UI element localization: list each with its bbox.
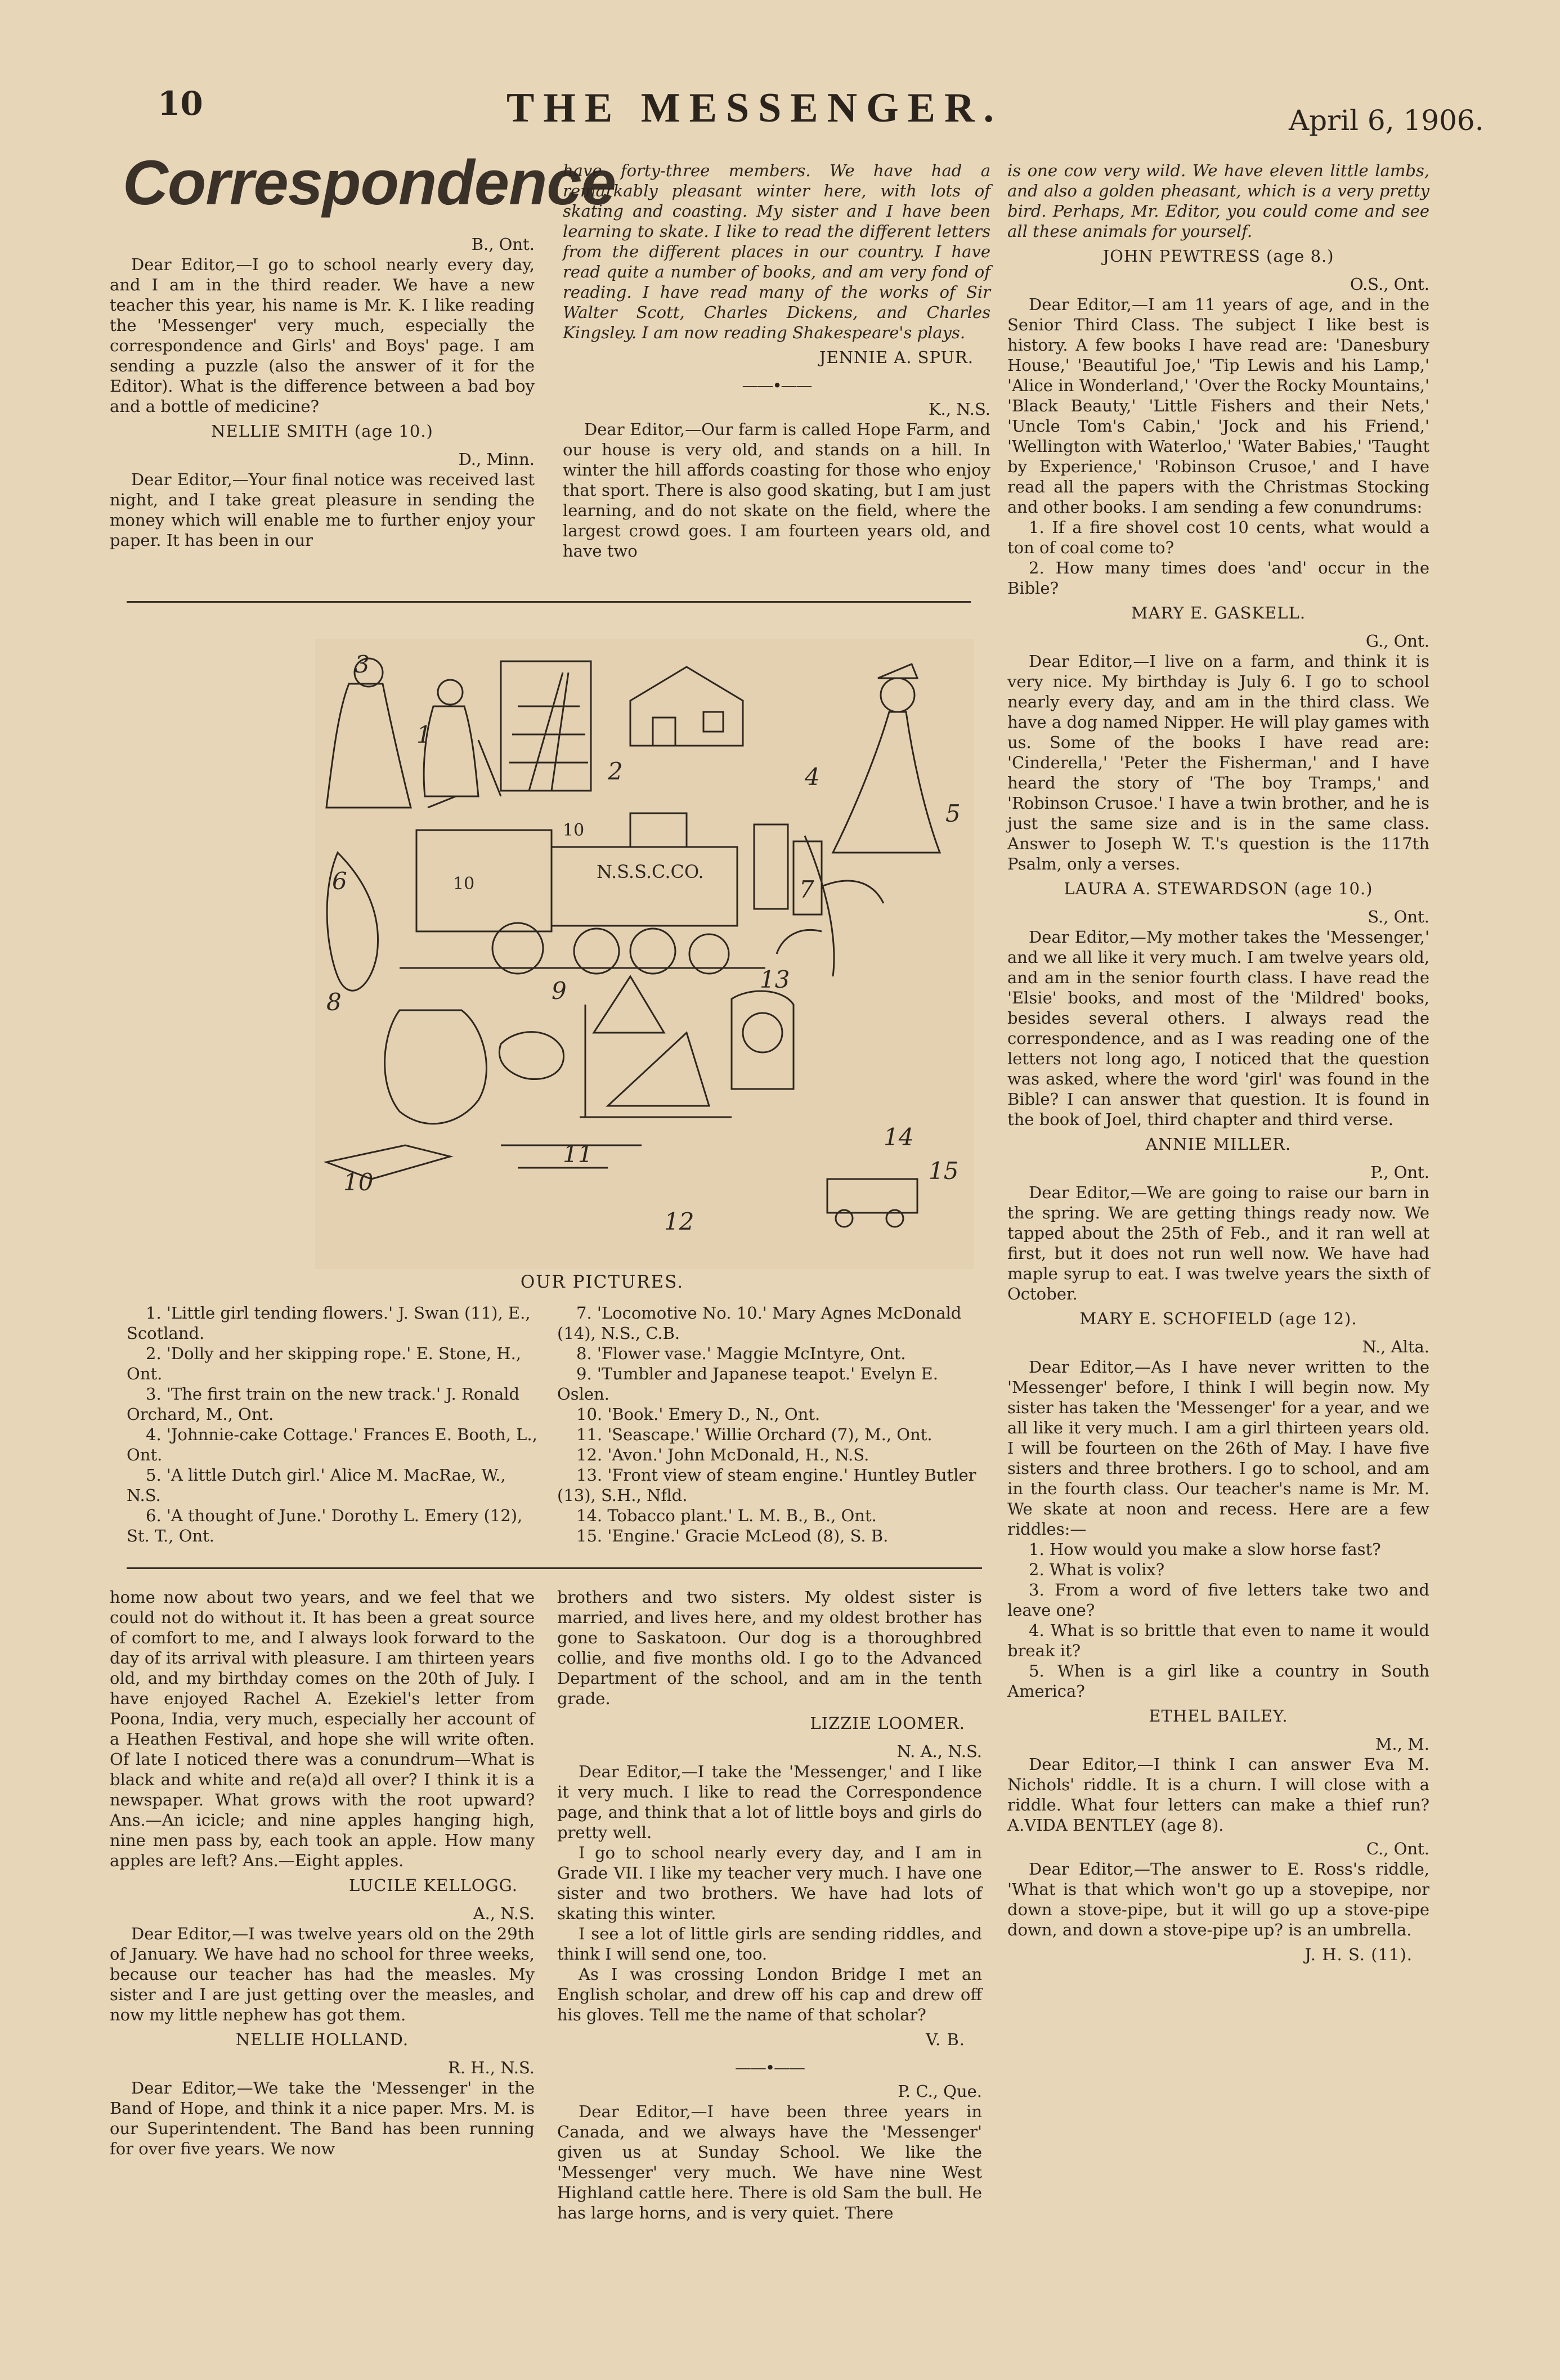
illus-number-14: 14	[884, 1123, 914, 1151]
picture-caption: 8. 'Flower vase.' Maggie McIntyre, Ont.	[576, 1344, 906, 1363]
letter-place: O.S., Ont.	[1350, 275, 1429, 294]
letter-paragraph: I see a lot of little girls are sending riddles, and think I will send one, too.	[557, 1924, 982, 1964]
column-2-bottom	[557, 1587, 982, 2223]
letter-signature: JOHN PEWTRESS (age 8.)	[1102, 246, 1334, 266]
letter-paragraph: Dear Editor,—We are going to raise our barn in the spring. We are getting things ready now. We tapped about the 25th of Feb., and it ran well at first, but it does not run well now. We have had maple syrup to eat. I was twelve years the sixth of October.	[1007, 1183, 1429, 1303]
letter-paragraph: Dear Editor,—I am 11 years of age, and in the Senior Third Class. The subject I like best is history. A few books I have read are: 'Danesbury House,' 'Beautiful Joe,' 'Tip Lewis and his Lamp,' 'Alice in Wonderland,' 'Over the Rocky Mountains,' 'Black Beauty,' 'Little Fishers and their Nets,' 'Uncle Tom's Cabin,' 'Jock and his Friend,' 'Wellington with Waterloo,' 'Water Babies,' 'Taught by Experience,' 'Robinson Crusoe,' and I have read all the papers with the Christmas Stocking and other books. I am sending a few conundrums:	[1007, 295, 1429, 517]
illus-number-9: 9	[552, 977, 567, 1005]
letter-signature: V. B.	[926, 2030, 965, 2049]
picture-caption: 10. 'Book.' Emery D., N., Ont.	[576, 1405, 821, 1424]
letter-paragraph: I go to school nearly every day, and I am in Grade VII. I like my teacher very much. I have one sister and two brothers. We have had lots of skating this winter.	[557, 1843, 982, 1923]
captions-right	[557, 1303, 982, 1546]
illus-number-6: 6	[332, 867, 347, 895]
letter-paragraph: Dear Editor,—I have been three years in Canada, and we always have the 'Messenger' given us at Sunday School. We like the 'Messenger' very much. We have nine West Highland cattle here. There is old Sam the bull. He has large horns, and is very quiet. There	[557, 2102, 982, 2222]
masthead: THE MESSENGER.	[506, 85, 1003, 131]
letter-paragraph: Dear Editor,—The answer to E. Ross's riddle, 'What is that which won't go up a stovepipe, nor down a stove-pipe, but it will go up a stove-pipe down, and down a stove-pipe up? is an umbrella.	[1007, 1859, 1429, 1939]
column-1-bottom	[110, 1587, 535, 2159]
letter-continuation: is one cow very wild. We have eleven little lambs, and also a golden pheasant, which is a very pretty bird. Perhaps, Mr. Editor, you could come and see all these animals for yourself.	[1007, 161, 1429, 241]
divider-rule-top	[127, 601, 971, 603]
letter-place: N., Alta.	[1362, 1337, 1429, 1356]
picture-caption: 2. 'Dolly and her skipping rope.' E. Stone, H., Ont.	[127, 1344, 522, 1383]
letter-paragraph: Dear Editor,—My mother takes the 'Messenger,' and we all like it very much. I am twelve years old, and am in the senior fourth class. I have read the 'Elsie' books, and most of the 'Mildred' books, besides several others. I always read the correspondence, and as I was reading one of the letters not long ago, I noticed that the question was asked, where the word 'girl' was found in the Bible? I can answer that question. It is found in the book of Joel, third chapter and third verse.	[1007, 927, 1429, 1129]
letter-signature: LAURA A. STEWARDSON (age 10.)	[1064, 879, 1373, 898]
page-number: 10	[158, 84, 203, 123]
letter-paragraph: Dear Editor,—We take the 'Messenger' in the Band of Hope, and think it a nice paper. Mrs. M. is our Superintendent. The Band has been running for over five years. We now	[110, 2078, 535, 2158]
letter-paragraph: 3. From a word of five letters take two and leave one?	[1007, 1580, 1429, 1620]
letter-paragraph: Dear Editor,—I take the 'Messenger,' and I like it very much. I like to read the Correspondence page, and think that a lot of little boys and girls do pretty well.	[557, 1762, 982, 1842]
letter-paragraph: As I was crossing London Bridge I met an English scholar, and drew off his cap and drew off his gloves. Tell me the name of that scholar?	[557, 1965, 982, 2024]
locomotive-number: 10	[453, 874, 475, 894]
letter-signature: LIZZIE LOOMER.	[810, 1714, 965, 1733]
letter-paragraph: Dear Editor,—I go to school nearly every day, and I am in the third reader. We have a new teacher this year, his name is Mr. K. I like reading the 'Messenger' very much, especially the correspondence and Girls' and Boys' page. I am sending a puzzle (also the answer of it for the Editor). What is the difference between a bad boy and a bottle of medicine?	[110, 255, 535, 416]
letter-signature: NELLIE HOLLAND.	[235, 2030, 409, 2049]
letter-signature: MARY E. SCHOFIELD (age 12).	[1079, 1309, 1357, 1328]
section-ornament: ——•——	[742, 376, 812, 395]
picture-caption: 12. 'Avon.' John McDonald, H., N.S.	[576, 1445, 869, 1464]
illus-number-10: 10	[343, 1168, 374, 1196]
column-1-top	[110, 231, 535, 550]
picture-caption: 3. 'The first train on the new track.' J. Ronald Orchard, M., Ont.	[127, 1384, 520, 1424]
illus-number-15: 15	[929, 1157, 959, 1185]
picture-caption: 6. 'A thought of June.' Dorothy L. Emery (12), St. T., Ont.	[127, 1506, 523, 1545]
column-3	[1007, 160, 1429, 1973]
picture-caption: 14. Tobacco plant.' L. M. B., B., Ont.	[576, 1506, 877, 1525]
issue-date: April 6, 1906.	[1289, 104, 1484, 137]
letter-place: S., Ont.	[1368, 907, 1429, 926]
locomotive-label: N.S.S.C.CO.	[597, 861, 704, 882]
captions-left	[127, 1303, 543, 1546]
letter-paragraph: Dear Editor,—As I have never written to the 'Messenger' before, I think I will begin now. My sister has taken the 'Messenger' for a year, and we all like it very much. I am a girl thirteen years old. I will be fourteen on the 26th of May. I have five sisters and three brothers. I go to school, and am in the fourth class. Our teacher's name is Mr. M. We skate at noon and recess. Here are a few riddles:—	[1007, 1357, 1429, 1539]
our-pictures-illustration	[315, 639, 974, 1269]
section-title: Correspondence	[123, 147, 616, 218]
our-pictures-heading: OUR PICTURES.	[520, 1272, 684, 1292]
letter-place: P., Ont.	[1370, 1163, 1429, 1182]
letter-signature: JENNIE A. SPUR.	[819, 348, 974, 367]
letter-paragraph: Dear Editor,—Your final notice was received last night, and I take great pleasure in sending the money which will enable me to further enjoy your paper. It has been in our	[110, 470, 535, 550]
illus-number-2: 2	[608, 758, 623, 785]
section-ornament: ——•——	[734, 2058, 805, 2077]
illus-number-12: 12	[664, 1208, 694, 1235]
letter-place: P. C., Que.	[898, 2082, 982, 2101]
picture-caption: 4. 'Johnnie-cake Cottage.' Frances E. Booth, L., Ont.	[127, 1425, 537, 1464]
letter-signature: MARY E. GASKELL.	[1131, 603, 1306, 622]
illus-cab-number: 10	[563, 821, 585, 840]
letter-paragraph: 1. How would you make a slow horse fast?	[1029, 1540, 1381, 1559]
illus-number-11: 11	[563, 1140, 593, 1168]
picture-caption: 11. 'Seascape.' Willie Orchard (7), M., Ont.	[576, 1425, 933, 1444]
letter-continuation: brothers and two sisters. My oldest sister is married, and lives here, and my oldest brother has gone to Saskatoon. Our dog is a thoroughbred collie, and five months old. I go to the Advanced Department of the school, and am in the tenth grade.	[557, 1588, 982, 1708]
letter-paragraph: Dear Editor,—Our farm is called Hope Farm, and our house is very old, and stands on a hill. In winter the hill affords coasting for those who enjoy that sport. There is also good skating, but I am just learning, and do not skate on the field, where the largest crowd goes. I am fourteen years old, and have two	[563, 420, 990, 561]
illus-number-4: 4	[805, 763, 820, 791]
letter-paragraph: 4. What is so brittle that even to name it would break it?	[1007, 1621, 1429, 1660]
letter-signature: LUCILE KELLOGG.	[348, 1876, 518, 1895]
letter-paragraph: 2. What is volix?	[1029, 1560, 1165, 1579]
illus-number-5: 5	[945, 800, 961, 827]
letter-place: M., M.	[1375, 1734, 1429, 1754]
picture-caption: 7. 'Locomotive No. 10.' Mary Agnes McDonald (14), N.S., C.B.	[557, 1303, 962, 1343]
letter-signature: NELLIE SMITH (age 10.)	[211, 422, 433, 441]
illus-number-8: 8	[326, 988, 342, 1016]
letter-continuation: have forty-three members. We have had a remarkably pleasant winter here, with lots of skating and coasting. My sister and I have been learning to skate. I like to read the different letters from the different places in our country. I have read quite a number of books, and am very fond of reading. I have read many of the works of Sir Walter Scott, Charles Dickens, and Charles Kingsley. I am now reading Shakespeare's plays.	[563, 161, 990, 342]
illus-number-13: 13	[760, 966, 790, 993]
letter-place: R. H., N.S.	[447, 2058, 535, 2077]
letter-place: D., Minn.	[458, 450, 535, 469]
letter-paragraph: Dear Editor,—I think I can answer Eva M. Nichols' riddle. It is a churn. I will close with a riddle. What four letters can make a thief run? A.VIDA BENTLEY (age 8).	[1007, 1755, 1429, 1835]
letter-paragraph: 1. If a fire shovel cost 10 cents, what would a ton of coal come to?	[1007, 518, 1429, 557]
picture-caption: 13. 'Front view of steam engine.' Huntley Butler (13), S.H., Nfld.	[557, 1465, 976, 1505]
letter-continuation: home now about two years, and we feel that we could not do without it. It has been a great source of comfort to me, and I always look forward to the day of its arrival with pleasure. I am thirteen years old, and my birthday comes on the 20th of July. I have enjoyed Rachel A. Ezekiel's letter from Poona, India, very much, especially her account of a Heathen Festival, and hope she will write often. Of late I noticed there was a conundrum—What is black and white and re(a)d all over? I think it is a newspaper. What grows with the root upward? Ans.—An icicle; and nine apples hanging high, nine men pass by, each took an apple. How many apples are left? Ans.—Eight apples.	[110, 1588, 535, 1870]
letter-paragraph: 5. When is a girl like a country in South America?	[1007, 1661, 1429, 1701]
letter-signature: ANNIE MILLER.	[1145, 1135, 1292, 1154]
illus-number-3: 3	[355, 651, 370, 678]
illus-number-1: 1	[416, 721, 432, 748]
picture-caption: 9. 'Tumbler and Japanese teapot.' Evelyn E. Oslen.	[557, 1364, 938, 1404]
letter-place: A., N.S.	[473, 1904, 535, 1923]
letter-signature: J. H. S. (11).	[1305, 1945, 1413, 1964]
letter-place: N. A., N.S.	[896, 1742, 982, 1761]
letter-place: B., Ont.	[471, 235, 535, 254]
letter-paragraph: 2. How many times does 'and' occur in the Bible?	[1007, 558, 1429, 598]
letter-place: G., Ont.	[1365, 631, 1429, 651]
letter-signature: ETHEL BAILEY.	[1149, 1706, 1288, 1725]
picture-caption: 15. 'Engine.' Gracie McLeod (8), S. B.	[576, 1526, 889, 1545]
illus-number-7: 7	[799, 876, 814, 903]
picture-caption: 1. 'Little girl tending flowers.' J. Swan (11), E., Scotland.	[127, 1303, 531, 1343]
letter-paragraph: Dear Editor,—I live on a farm, and think it is very nice. My birthday is July 6. I go to school nearly every day, and am in the third class. We have a dog named Nipper. He will play games with us. Some of the books I have read are: 'Cinderella,' 'Peter the Fisherman,' and I have heard the story of 'The boy Tramps,' and 'Robinson Crusoe.' I have a twin brother, and he is just the same size and is in the same class. Answer to Joseph W. T.'s question is the 117th Psalm, only a verses.	[1007, 652, 1429, 873]
letter-paragraph: Dear Editor,—I was twelve years old on the 29th of January. We have had no school for three weeks, because our teacher has had the measles. My sister and I are just getting over the measles, and now my little nephew has got them.	[110, 1924, 535, 2024]
letter-place: K., N.S.	[928, 400, 990, 419]
letter-place: C., Ont.	[1366, 1839, 1429, 1858]
picture-caption: 5. 'A little Dutch girl.' Alice M. MacRae, W., N.S.	[127, 1465, 506, 1505]
divider-rule-bottom	[127, 1567, 982, 1569]
column-2-top	[563, 160, 990, 561]
